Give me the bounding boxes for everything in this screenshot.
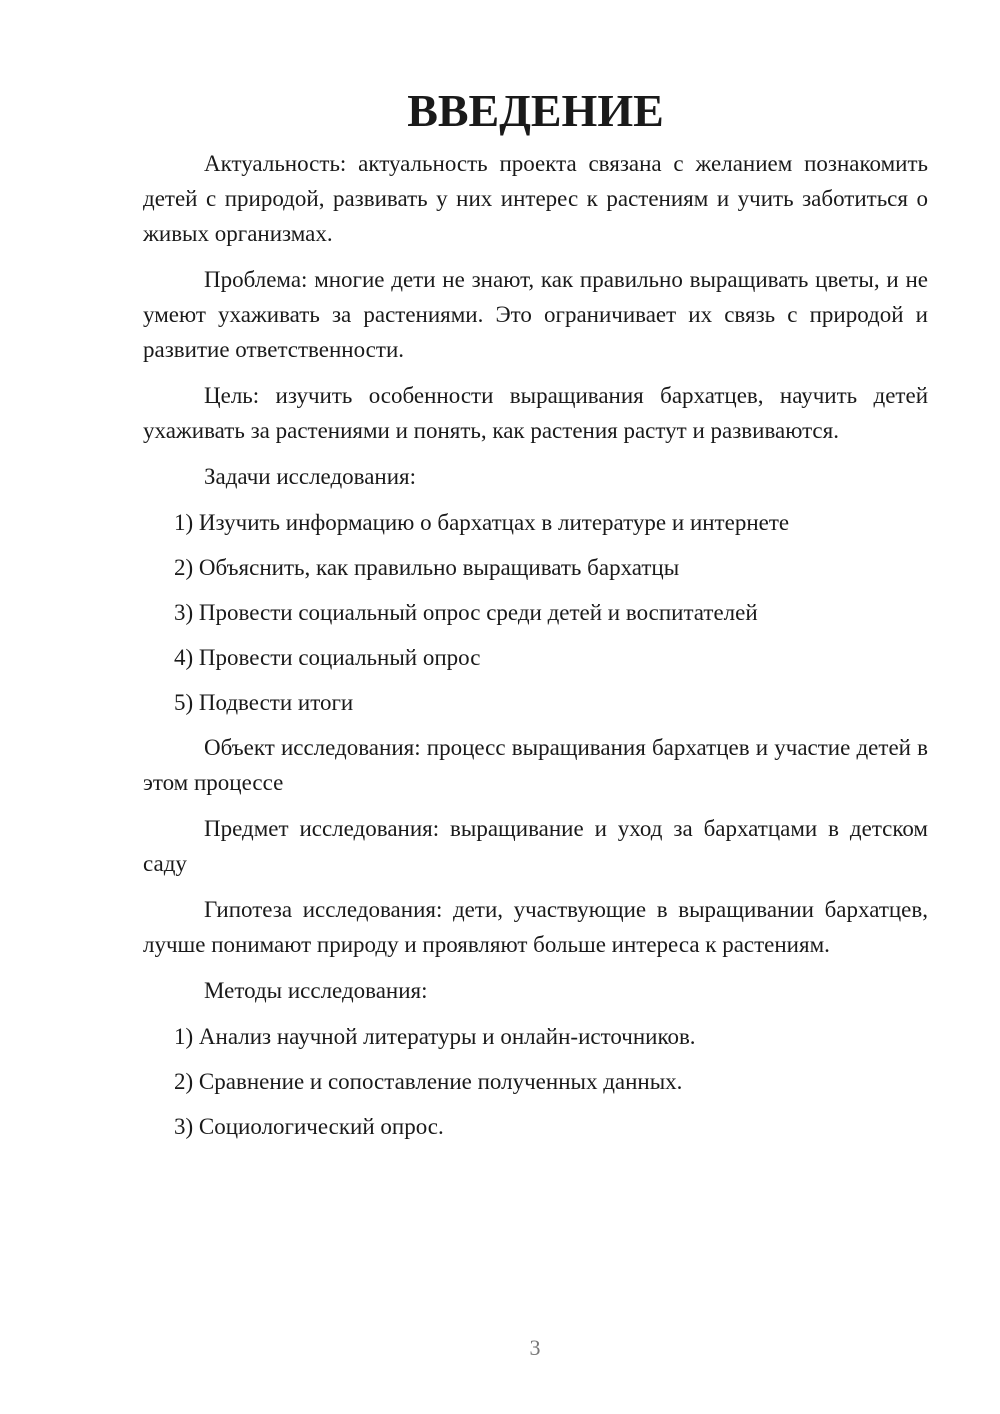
methods-list — [143, 1019, 928, 1144]
tasks-heading: Задачи исследования: — [204, 464, 417, 489]
method-item: 1) Анализ научной литературы и онлайн-источников. — [174, 1024, 696, 1049]
task-item: 3) Провести социальный опрос среди детей и воспитателей — [174, 600, 758, 625]
method-item: 2) Сравнение и сопоставление полученных данных. — [174, 1069, 683, 1094]
object-paragraph: Объект исследования: процесс выращивания бархатцев и участие детей в этом процессе — [143, 735, 928, 795]
subject-paragraph: Предмет исследования: выращивание и уход за бархатцами в детском саду — [143, 816, 928, 876]
page-title: ВВЕДЕНИЕ — [407, 85, 664, 136]
task-item: 5) Подвести итоги — [174, 690, 354, 715]
methods-heading: Методы исследования: — [204, 978, 428, 1003]
goal-paragraph: Цель: изучить особенности выращивания бархатцев, научить детей ухаживать за растениями и понять, как растения растут и развиваются. — [143, 383, 928, 443]
method-item: 3) Социологический опрос. — [174, 1114, 444, 1139]
relevance-paragraph: Актуальность: актуальность проекта связана с желанием познакомить детей с природой, развивать у них интерес к растениям и учить заботиться о живых организмах. — [143, 151, 928, 246]
task-item: 1) Изучить информацию о бархатцах в литературе и интернете — [174, 510, 790, 535]
hypothesis-paragraph: Гипотеза исследования: дети, участвующие в выращивании бархатцев, лучше понимают природу и проявляют больше интереса к растениям. — [143, 897, 928, 957]
page-content — [143, 85, 928, 1154]
task-item: 4) Провести социальный опрос — [174, 645, 481, 670]
task-item: 2) Объяснить, как правильно выращивать бархатцы — [174, 555, 680, 580]
page-number: 3 — [529, 1335, 541, 1360]
tasks-list — [143, 505, 928, 720]
problem-paragraph: Проблема: многие дети не знают, как правильно выращивать цветы, и не умеют ухаживать за растениями. Это ограничивает их связь с природой и развитие ответственности. — [143, 267, 928, 362]
